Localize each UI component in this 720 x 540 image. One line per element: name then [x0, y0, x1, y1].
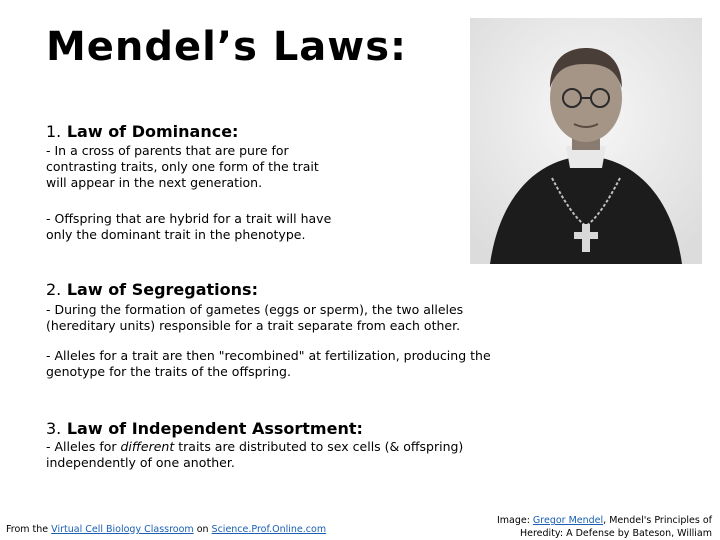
image-credit-suffix: , Mendel's Principles of	[603, 515, 712, 526]
section-title: Law of Dominance:	[66, 122, 239, 141]
law-of-segregation-heading	[46, 280, 258, 299]
section-title: Law of Independent Assortment:	[66, 419, 363, 438]
image-credit-line-2: Heredity: A Defense by Bateson, William	[520, 528, 712, 539]
segregation-paragraph-1: - During the formation of gametes (eggs or sperm), the two alleles (hereditary units) responsible for a trait separate from each other.	[46, 302, 464, 333]
segregation-paragraph-2: - Alleles for a trait are then "recombined" at fertilization, producing the genotype for the traits of the offspring.	[46, 348, 491, 379]
gregor-mendel-link[interactable]: Gregor Mendel	[532, 515, 604, 526]
image-credit	[497, 514, 712, 540]
emphasized-word: different	[120, 439, 175, 454]
paragraph-text-end: traits are distributed to sex cells (& offspring) independently of one another.	[46, 439, 464, 470]
section-number: 1.	[46, 122, 62, 141]
law-of-dominance-heading	[46, 122, 238, 141]
image-credit-line-1	[497, 514, 712, 527]
section-title: Law of Segregations:	[66, 280, 258, 299]
section-number: 2.	[46, 280, 62, 299]
science-prof-online-link[interactable]: Science.Prof.Online.com	[211, 524, 327, 535]
footer-prefix: From the	[6, 524, 52, 535]
portrait-image	[470, 18, 702, 264]
footer-middle: on	[193, 524, 212, 535]
image-credit-prefix: Image:	[496, 515, 533, 526]
virtual-cell-biology-link[interactable]: Virtual Cell Biology Classroom	[51, 524, 194, 535]
dominance-paragraph-1: - In a cross of parents that are pure for contrasting traits, only one form of the trait will appear in the next generation.	[46, 143, 319, 190]
gregor-mendel-portrait	[470, 18, 702, 264]
slide-title: Mendel’s Laws:	[46, 24, 408, 70]
law-of-independent-assortment-heading	[46, 419, 363, 438]
dominance-paragraph-2: - Offspring that are hybrid for a trait will have only the dominant trait in the phenotype.	[46, 211, 332, 242]
paragraph-text-start: - Alleles for	[46, 439, 121, 454]
footer-credit	[6, 524, 326, 535]
independent-assortment-paragraph	[46, 439, 526, 471]
section-number: 3.	[46, 419, 62, 438]
